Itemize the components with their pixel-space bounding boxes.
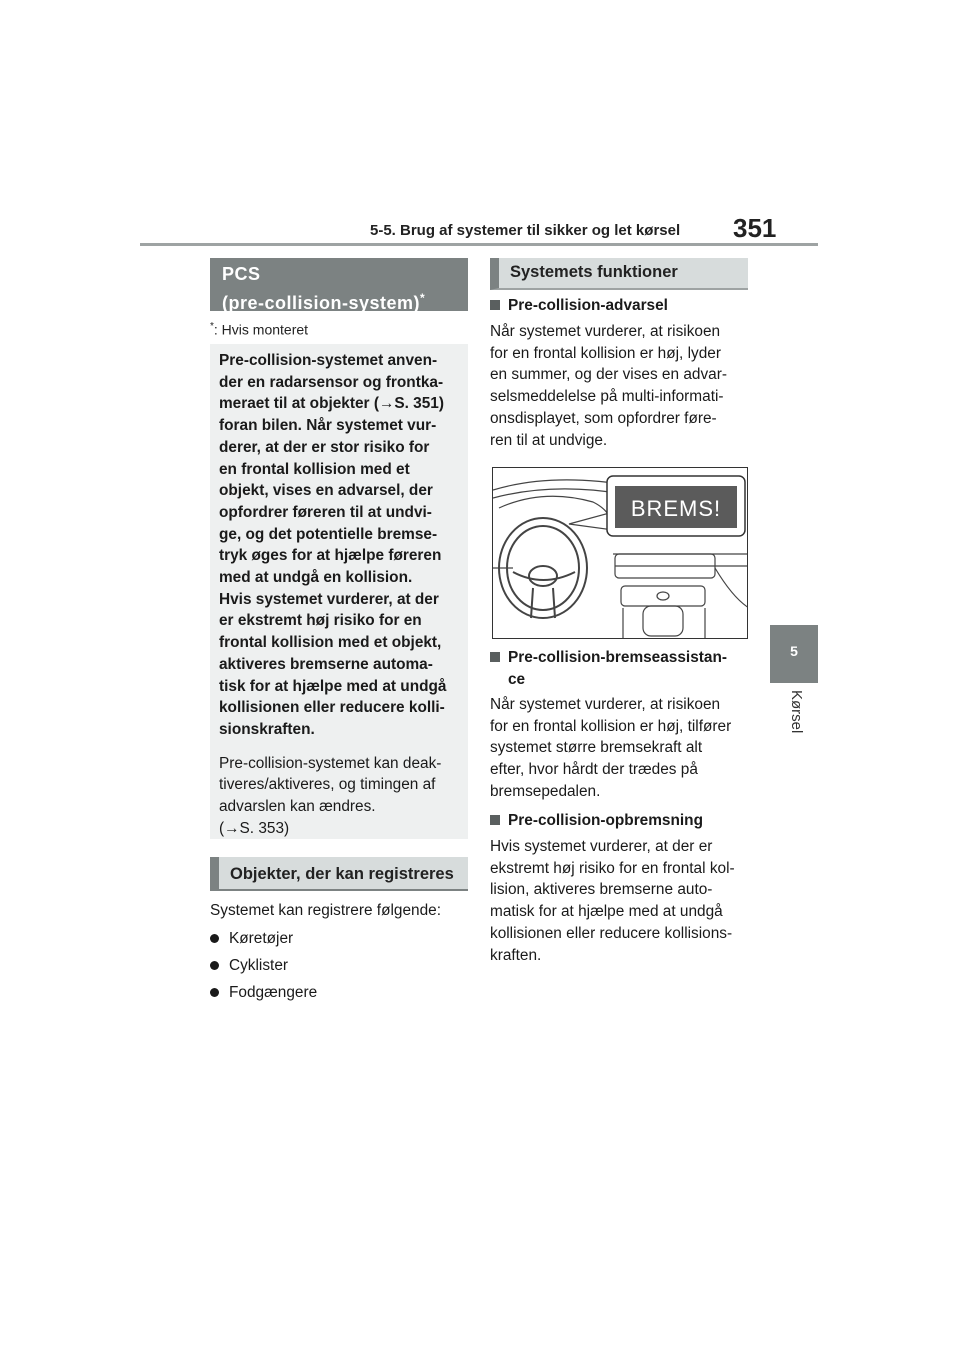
page-number: 351 (733, 213, 777, 243)
footnote-mark: * (210, 321, 214, 332)
auto-brake-text: Hvis systemet vurderer, at der er ekstremt høj risiko for en frontal kol- lision, aktiveres bremserne auto- matisk for at hjælpe med at undgå kollisionen eller reducere kollisions- kraften. (490, 838, 735, 964)
objects-intro: Systemet kan registrere følgende: (210, 902, 441, 919)
chapter-tab (770, 625, 818, 683)
main-title-line1: PCS (222, 264, 261, 284)
list-item: Cyklister (210, 952, 317, 979)
display-message: BREMS! (630, 496, 722, 521)
subhead-warning: Pre-collision-advarsel (490, 295, 668, 317)
objects-heading: Objekter, der kan registreres (210, 857, 468, 891)
subhead-auto-brake: Pre-collision-opbremsning (490, 810, 703, 832)
warning-text: Når systemet vurderer, at risikoen for en frontal kollision er høj, lyder en summer, og der vises en advar- selsmeddelelse på multi-informati- onsdisplayet, som opfordrer føre- ren til at undvige. (490, 323, 727, 449)
functions-heading: Systemets funktioner (490, 258, 748, 290)
dashboard-illustration (492, 467, 748, 639)
intro-bold-text: Pre-collision-systemet anven- der en radarsensor og frontka- meraet til at objekter (→S. 351) foran bilen. Når systemet vur- derer, at der er stor risiko for en frontal kollision med et objekt, vises en advarsel, der opfordrer føreren til at undvi- ge, og det potentielle bremse- tryk øges for at hjælpe føreren med at undgå en kollision. Hvis systemet vurderer, at der er ekstremt høj risiko for en frontal kollision med et objekt, aktiveres bremserne automa- tisk for at hjælpe med at undgå kollisionen eller reducere kolli- sionskraften. (219, 352, 447, 738)
square-bullet-icon (490, 300, 500, 310)
running-header: 5-5. Brug af systemer til sikker og let kørsel (370, 222, 681, 239)
objects-list (210, 925, 317, 1006)
chapter-number: 5 (790, 643, 798, 659)
brake-assist-text: Når systemet vurderer, at risikoen for en frontal kollision er høj, tilfører systemet større bremsekraft alt efter, hvor hårdt der trædes på bremsepedalen. (490, 696, 732, 800)
asterisk-mark: * (420, 291, 426, 305)
square-bullet-icon (490, 652, 500, 662)
list-item: Fodgængere (210, 979, 317, 1006)
list-item: Køretøjer (210, 925, 317, 952)
chapter-label: Kørsel (788, 690, 805, 734)
header-rule (140, 243, 818, 246)
main-title-line2: (pre-collision-system)* (222, 291, 426, 313)
main-title (210, 258, 468, 311)
intro-box (210, 344, 468, 839)
intro-normal-text: Pre-collision-systemet kan deak- tiveres/aktiveres, og timingen af advarslen kan ændres. (→S. 353) (219, 754, 442, 837)
square-bullet-icon (490, 815, 500, 825)
footnote: *: Hvis monteret (210, 321, 309, 338)
subhead-brake-assist: Pre-collision-bremseassistan- ce (490, 647, 727, 690)
dashboard-drawing (493, 468, 748, 639)
